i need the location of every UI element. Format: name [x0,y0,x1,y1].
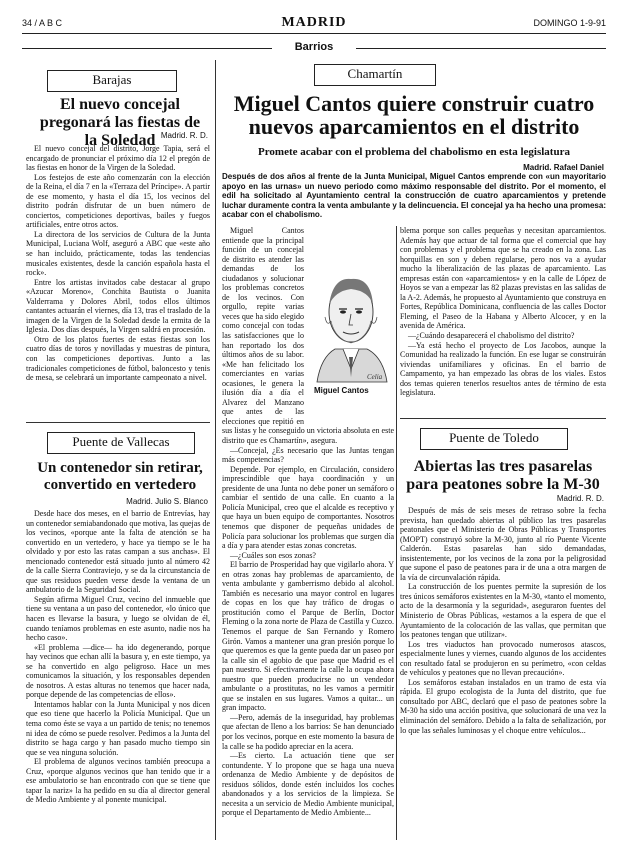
column-rule [396,226,397,840]
headline-vallecas: Un contenedor sin retirar, convertido en vertedero [37,460,203,493]
photo-caption: Miguel Cantos [314,386,369,395]
subsection-label: Barrios [22,41,606,53]
headline-barajas: El nuevo concejal pregonará las fiestas de la Soledad [39,96,201,149]
subtitle-chamartin: Promete acabar con el problema del chabolismo en esta legislatura [258,146,570,158]
kicker-barajas: Barajas [47,70,177,92]
article-divider [400,418,606,419]
header-rule [22,33,606,34]
headline-chamartin: Miguel Cantos quiere construir cuatro nuevos aparcamientos en el distrito [233,91,595,139]
portrait-signature: Celia [367,373,383,381]
page-header [22,15,606,31]
kicker-toledo: Puente de Toledo [420,428,568,450]
subsection-row [22,41,606,53]
byline-toledo: Madrid. R. D. [556,494,604,503]
byline-barajas: Madrid. R. D. [160,131,208,140]
section-title: MADRID [281,15,347,30]
article-body-barajas: El nuevo concejal del distrito, Jorge Tapia, será el encargado de pronunciar el próximo día 12 el pregón de las fiestas en honor de la Virgen de la Soledad. Los festejos de este año comenzarán con la elección de la Reina, el día 7 en la «Terraza del Príncipe». A partir de ese momento, y hasta el día 15, los vecinos del distrito podrán disfrutar de un buen número de conciertos, competiciones deportivas, bailes y fuegos artificiales, entre otros actos. La directora de los servicios de Cultura de la Junta Municipal, Luciana Wolf, aseguró a ABC que «este año se han incluido, prácticamente, todas las tendencias musicales existentes, desde la canción española hasta el rock». Entre los artistas invitados cabe destacar al grupo «Azucar Moreno», Conchita Bautista o Juanita Valderrama y Dolores Abril, todos ellos últimos cantantes actuarán el viernes, día 13, tras el traslado de la imagen de la Virgen de la Soledad desde la ermita de la Iglesia. Dos días después, la Virgen saldrá en procesión. Otro de los platos fuertes de estas fiestas son los cuatro días de toros y novilladas y muestras de pintura, con las competiciones deportivas. Junto a las tradicionales competiciones de fútbol, baloncesto y tenis de mesa, se celebrará un importante campeonato a nivel. [26,144,210,383]
column-rule [215,60,216,840]
kicker-vallecas: Puente de Vallecas [47,432,195,454]
headline-toledo: Abiertas las tres pasarelas para peatones sobre la M-30 [406,458,600,493]
lead-chamartin: Después de dos años al frente de la Junta Municipal, Miguel Cantos emprende con «un mayoritario apoyo en las urnas» un nuevo periodo como máximo responsable del distrito. Por el momento, el edil ha solicitado al Ayuntamiento central la construcción de cuatro aparcamientos y pretende luchar duramente contra la venta ambulante y la delincuencia. El concejal ya ha hecho una promesa: acabar con el chabolismo. [222,172,606,220]
portrait-illustration [307,257,395,387]
article-body-vallecas: Desde hace dos meses, en el barrio de Entrevías, hay un contenedor semiabandonado que motiva, las quejas de los vecinos, «porque ante la falta de atención se ha convertido en un vertedero, y hace ya tiempo se le ha olvidado y por esto las ratas campan a sus anchas». El mencionado contenedor está situado junto al número 42 de la calle Sierra Contraviejo, y se da la circunstancia de que sus residuos pueden verse desde la ventana de un ambulatorio de la Seguridad Social. Según afirma Miguel Cruz, vecino del inmueble que tiene su ventana a un paso del contenedor, «lo único que hacen es llevarse la basura, y luego se olvidan de él, cuando teníamos problemas en este asunto, nadie nos ha hecho caso». «El problema —dice— ha ido degenerando, porque hay vecinos que echan allí la basura y, en este tiempo, ya se ha convertido en algo peligroso. Hace un mes comunicamos la situación, y los responsables dependen de nosotros. A estas alturas no tenemos que hacer nada, porque depende de las competencias de ellos». Intentamos hablar con la Junta Municipal y nos dicen que eso tiene que hacerlo la Policía Municipal. Que un tema como éste se vaya a un partido de tenis; no tenemos ni idea de cómo se puede resolver. Pedimos a la Junta del distrito se haga cargo y han pasado mucho tiempo sin que se vea ninguna solución. El problema de algunos vecinos también preocupa a Cruz, «porque algunos vecinos que han tenido que ir a ese ambulatorio se han encontrado con que se tiene que tapar la nariz» la ha pedido en su día al director general de Medio Ambiente y al ponente municipal. [26,509,210,805]
byline-vallecas: Madrid. Julio S. Blanco [126,497,208,506]
article-body-chamartin-col2: blema porque son calles pequeñas y necesitan aparcamientos. Además hay que actuar de tal forma que el comercial que hay con problemas y el problema que se ha creado en la zona. Las horquillas en son y deben regularse, pero nos va a ayudar mucho la liberalización de las plazas de aparcamiento. Las empresas están con «aparcamientos» y en la calle de López de Hoyos se van a empezar las 82 plazas previstas en las salidas de la A-2. Además, he propuesto al Ayuntamiento que construya en Fortes, República Dominicana, confluencia de las calles Doctor Fleming, el Paseo de la Habana y Alberto Alcocer, y en la avenida de América. —¿Cuándo desaparecerá el chabolismo del distrito? —Ya está hecho el proyecto de Los Jacobos, aunque la Comunidad ha realizado la función. En ese lugar se construirán viviendas unifamiliares y oficinas. En el barrio de Campamento, ya han empezado las obras de los viales. Estos dos temas quieren tenerlos resueltos antes de término de esta legislatura. [400,226,606,398]
page-date: DOMINGO 1-9-91 [533,18,606,28]
byline-chamartin: Madrid. Rafael Daniel [523,163,604,172]
article-body-toledo: Después de más de seis meses de retraso sobre la fecha prevista, han quedado abiertas al público las tres pasarelas peatonales que el Ministerio de Obras Públicas y Transportes (MOPT) construyó sobre la M-30, junto al río Puente Vicente Calderón. Estas pasarelas han sido demandadas, insistentemente, por los vecinos de la zona por la peligrosidad que supone el paso de peatones para ir de una a otra margen de la vía de circunvalación rápida. La construcción de los puentes permite la supresión de los tres únicos semáforos existentes en la M-30, «tanto el momento, acto de la desarmonía y la seguridad», aseguraron fuentes del Ministerio de Obras Públicas, «estamos a la espera de que el Ayuntamiento de la colocación de las vallas, que permitan que los peatones tengan que utilizar». Los tres viaductos han provocado numerosos atascos, especialmente lunes y viernes, cuando algunos de los accidentes con resultado fatal se produjeron en su perímetro, «con celdas de vehículos y peatones que no llevan precaución». Los semáforos estaban instalados en un tramo de esta vía rápida. El grupo ecologista de la Junta del distrito, que fue consultado por ABC, declaró que el paso de peatones sobre la M-30 ha sido una acción positiva, que solucionará de una vez la eliminación del semáforo. Debido a la falta de señalización, por lo que las señales luminosas y el choque entre vehículos... [400,506,606,735]
article-divider [26,422,210,423]
kicker-chamartin: Chamartín [314,64,436,86]
article-body-chamartin-col1: Miguel Cantos entiende que la principal función de un concejal de distrito es atender las demandas de los ciudadanos y solucionar los problemas concretos de los vecinos. Con orgullo, repite varias veces que ha sido elegido como concejal con todas las satisfacciones que lo han reportado los dos últimos años de su labor. «Me han felicitado los comerciantes en varias ocasiones, le genera la ilusión día a día el Alvarez del Manzano que antes de las elecciones que repitió en sus listas y he conseguido un victoria absoluta en este distrito que es Chamartín», asegura. —Concejal, ¿Es necesario que las Juntas tengan más competencias? Depende. Por ejemplo, en Circulación, considero imprescindible que haya coordinación y un presidente de una Junta no debe poner un semáforo o cambiar el sentido de una calle. En cuanto a la Policía Municipal, creo que el alcalde es receptivo y que haya un buen equipo de comportantes. Nosotros tenemos que disponer de pequeñas unidades de Policía para solucionar los problemas que surgen día a día y para atender estas zonas concretas. —¿Cuáles son esos zonas? El barrio de Prosperidad hay que vigilarlo ahora. Y en otras zonas hay problemas de aparcamiento, de venta ambulante y gamberrismo debido al alcohol. También es necesario una mayor control en lugares de copas en los que hay tráfico de drogas o prostitución como el Parque de Berlín, Doctor Fleming o la zona norte de Plaza de Castilla y Cuzco. Tenemos el parque de San Fernando y Romero Girón. Vamos a mantener una gran presión porque lo que queremos es que la gente pueda dar un paseo por la calle sin el agobio de que pase que Madrid es el pan nuestro. Si efectivamente la calle la ocupa ahora nuestro que pueden producirse no un vendedor ambulante o a prostitutas, no les vamos a permitir que se instalen en sus lugares. Vamos a quitar... un gran impacto. —Pero, además de la inseguridad, hay problemas que afectan de lleno a los barrios: Se han denunciado por los vecinos, porque en este momento la basura de la calle se ha podido apreciar en la acera. —Es cierto. La actuación tiene que ser contundente. Y lo propone que se haga una nueva ordenanza de Medio Ambiente y de depósitos de residuos sólidos, donde estén incluidos los coches abandonados y a los servicios de la limpieza. Se necesita a un servicio de Medio Ambiente municipal, porque el Departamento de Medio Ambiente... [222,226,394,818]
page-number: 34 / A B C [22,18,63,28]
